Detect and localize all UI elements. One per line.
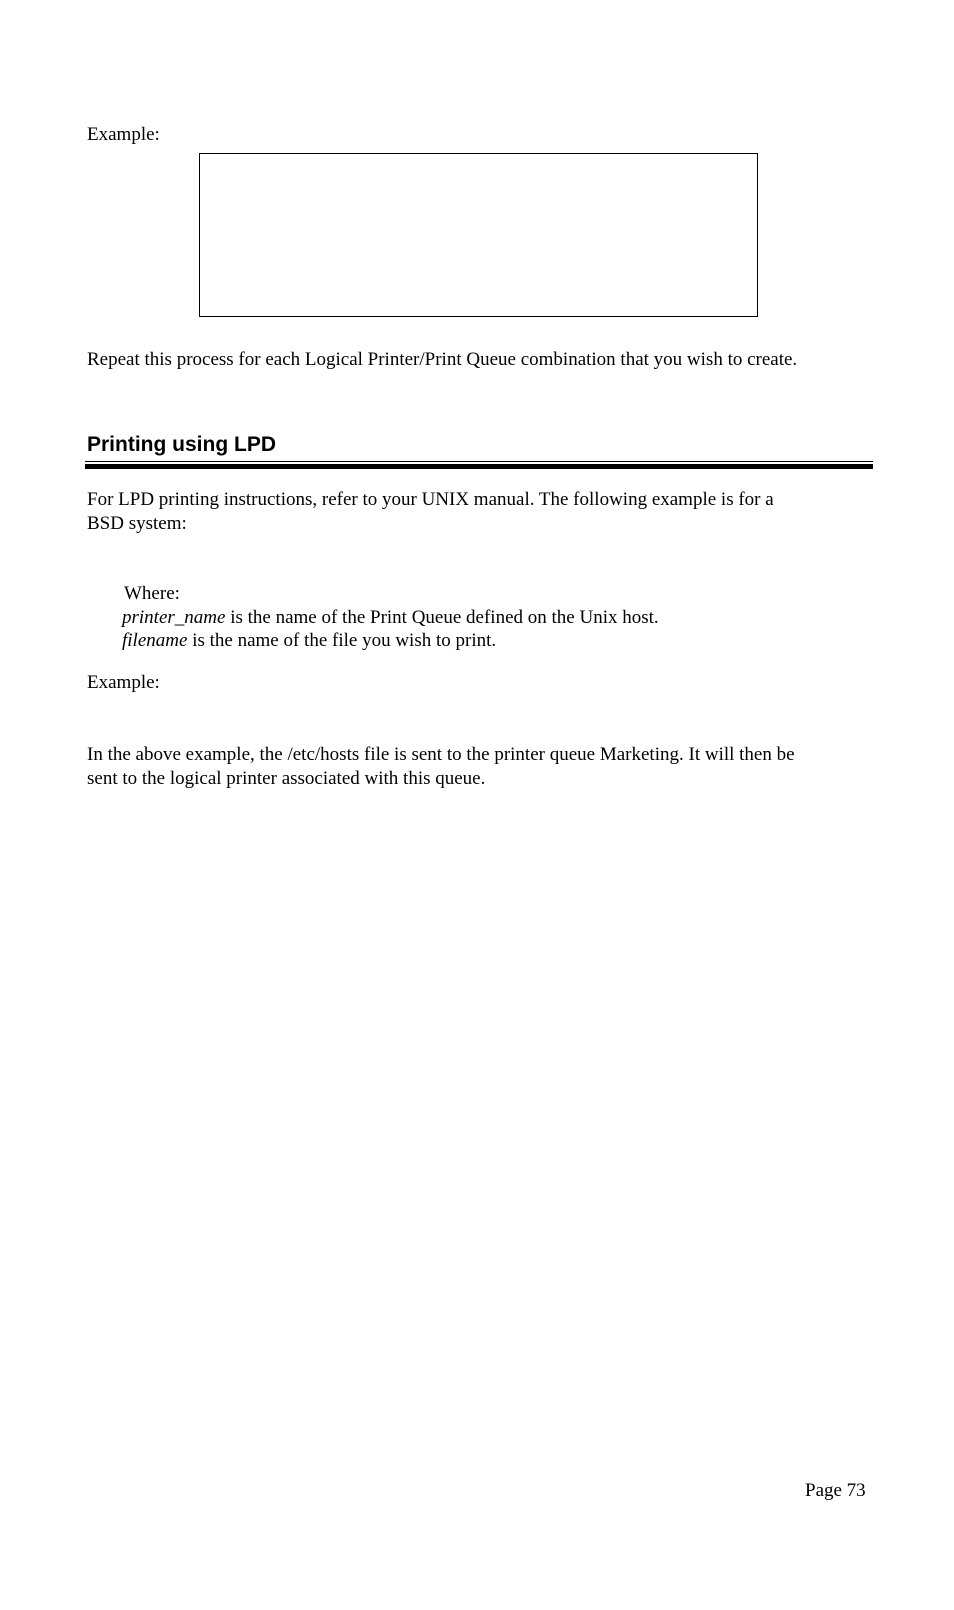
intro-line-2: BSD system: xyxy=(87,513,187,534)
filename-term: filename xyxy=(122,630,188,651)
explanation-line-1: In the above example, the /etc/hosts file is sent to the printer queue Marketing. It will then be xyxy=(87,744,795,765)
where-printer-name xyxy=(122,606,659,630)
heading-rule-thick xyxy=(85,464,873,469)
example-box xyxy=(199,153,758,317)
section-heading: Printing using LPD xyxy=(87,433,276,456)
explanation-line-2: sent to the logical printer associated with this queue. xyxy=(87,768,486,789)
repeat-instruction: Repeat this process for each Logical Printer/Print Queue combination that you wish to create. xyxy=(87,349,798,370)
page-number: Page 73 xyxy=(805,1480,866,1501)
filename-desc: is the name of the file you wish to print. xyxy=(187,630,497,651)
intro-line-1: For LPD printing instructions, refer to your UNIX manual. The following example is for a xyxy=(87,489,774,510)
example-label: Example: xyxy=(87,124,160,145)
where-filename xyxy=(122,629,496,653)
printer-name-term: printer_name xyxy=(122,607,226,628)
heading-rule-thin xyxy=(85,461,873,462)
example-label-2: Example: xyxy=(87,672,160,693)
where-label: Where: xyxy=(124,583,180,604)
printer-name-desc: is the name of the Print Queue defined on the Unix host. xyxy=(225,607,659,628)
